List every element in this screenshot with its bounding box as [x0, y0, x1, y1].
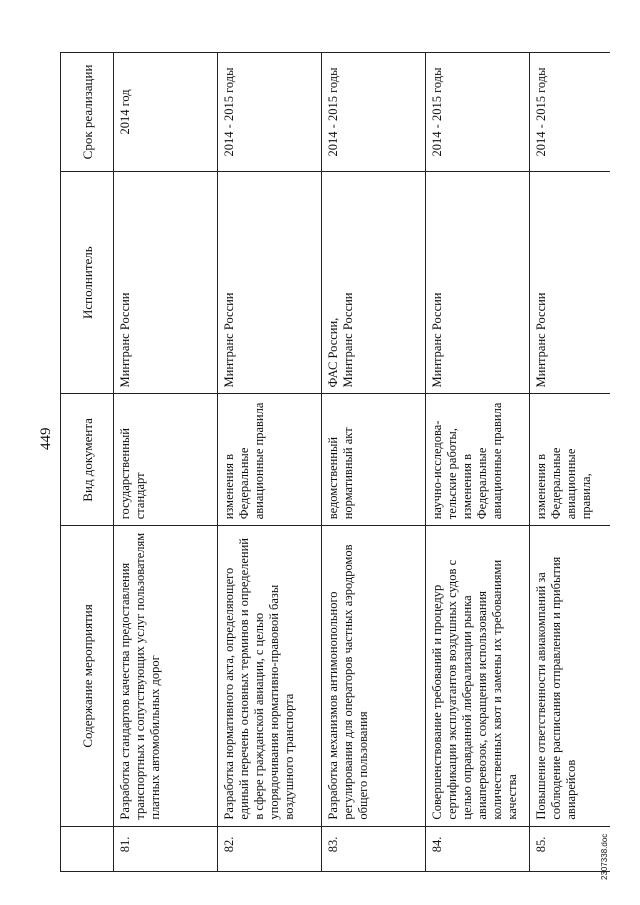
row-number: 84.	[426, 826, 530, 871]
table-row	[218, 53, 322, 872]
table-row	[426, 53, 530, 872]
header-executor: Исполнитель	[61, 171, 114, 394]
row-executor: Минтранс России	[426, 171, 530, 394]
document-file-id: 2307338.doc	[600, 833, 609, 880]
header-number	[61, 826, 114, 871]
header-doc-type: Вид документа	[61, 394, 114, 526]
row-doc-type: государственный стандарт	[114, 394, 218, 526]
row-content: Повышение ответственности авиакомпаний за соблюдение расписания отправления и прибытия авиарейсов	[530, 526, 610, 826]
table-row	[114, 53, 218, 872]
row-executor: ФАС России, Минтранс России	[322, 171, 426, 394]
row-number: 81.	[114, 826, 218, 871]
row-executor: Минтранс России	[114, 171, 218, 394]
row-number: 83.	[322, 826, 426, 871]
row-content: Совершенствование требований и процедур сертификации эксплуатантов воздушных судов с целью оправданной либерализации рынка авиаперевозок, сокращения использования количественных квот и замены их требованиями качества	[426, 526, 530, 826]
row-doc-type: ведомственный нормативный акт	[322, 394, 426, 526]
page-number: 449	[38, 427, 54, 450]
row-doc-type: изменения в Федеральные авиационные правила,	[530, 394, 610, 526]
row-content: Разработка механизмов антимонопольного регулирования для операторов частных аэродромов общего пользования	[322, 526, 426, 826]
row-term: 2014 - 2015 годы	[218, 53, 322, 172]
row-term: 2014 - 2015 годы	[530, 53, 610, 172]
row-executor: Минтранс России	[530, 171, 610, 394]
rotated-document-page	[32, 20, 622, 880]
table-row	[322, 53, 426, 872]
row-content: Разработка стандартов качества предоставления транспортных и сопутствующих услуг пользователям платных автомобильных дорог	[114, 526, 218, 826]
header-term: Срок реализации	[61, 53, 114, 172]
row-term: 2014 год	[114, 53, 218, 172]
row-number: 82.	[218, 826, 322, 871]
row-content: Разработка нормативного акта, определяющего единый перечень основных терминов и определений в сфере гражданской авиации, с целью упорядочивания нормативно-правовой базы воздушного транспорта	[218, 526, 322, 826]
table-header-row	[61, 53, 114, 872]
row-executor: Минтранс России	[218, 171, 322, 394]
measures-table	[60, 52, 610, 872]
row-term: 2014 - 2015 годы	[322, 53, 426, 172]
header-content: Содержание мероприятия	[61, 526, 114, 826]
table-row	[530, 53, 610, 872]
row-doc-type: научно-исследова-тельские работы, изменения в Федеральные авиационные правила	[426, 394, 530, 526]
row-term: 2014 - 2015 годы	[426, 53, 530, 172]
row-number: 85.	[530, 826, 610, 871]
row-doc-type: изменения в Федеральные авиационные правила	[218, 394, 322, 526]
